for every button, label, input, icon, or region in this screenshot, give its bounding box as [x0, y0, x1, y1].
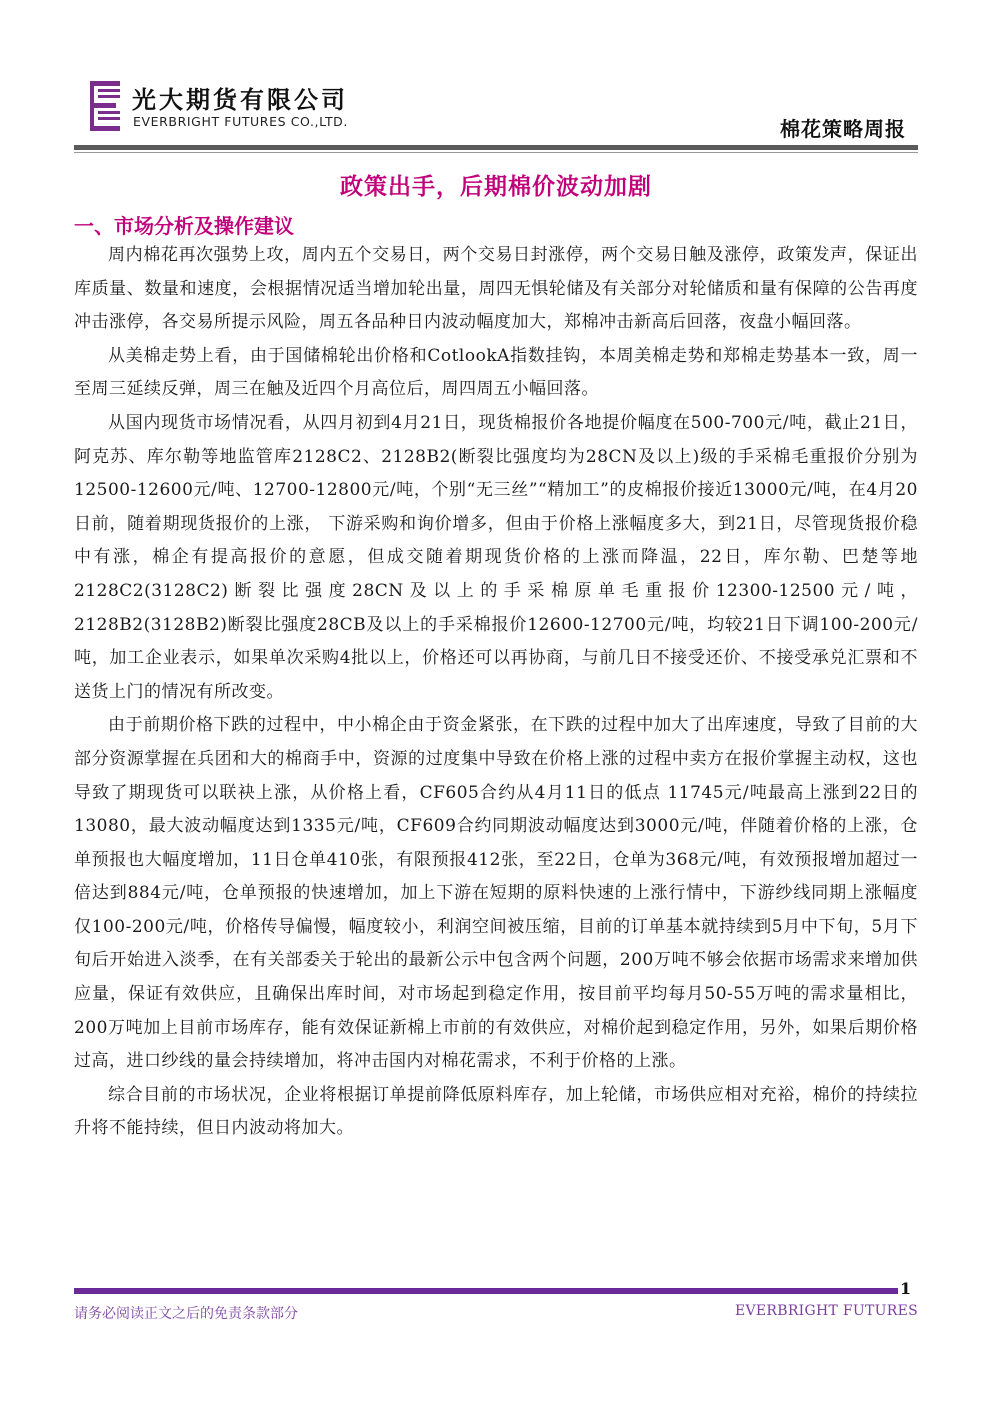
paragraph-3: 从国内现货市场情况看，从四月初到4月21日，现货棉报价各地提价幅度在500-700元/吨，截止21日，阿克苏、库尔勒等地监管库2128C2、2128B2(断裂比强度均为28CN及以上)级的手采棉毛重报价分别为12500-12600元/吨、12700-12800元/吨，个别“无三丝”“精加工”的皮棉报价接近13000元/吨，在4月20日前，随着期现货报价的上涨， 下游采购和询价增多，但由于价格上涨幅度多大，到21日，尽管现货报价稳中有涨，棉企有提高报价的意愿，但成交随着期现货价格的上涨而降温，22日，库尔勒、巴楚等地2128C2(3128C2)断裂比强度28CN及以上的手采棉原单毛重报价12300-12500元/吨，2128B2(3128B2)断裂比强度28CB及以上的手采棉报价12600-12700元/吨，均较21日下调100-200元/吨，加工企业表示，如果单次采购4批以上，价格还可以再协商，与前几日不接受还价、不接受承兑汇票和不送货上门的情况有所改变。: [74, 412, 918, 702]
paragraph-1: 周内棉花再次强势上攻，周内五个交易日，两个交易日封涨停，两个交易日触及涨停，政策发声，保证出库质量、数量和速度，会根据情况适当增加轮出量，周四无惧轮储及有关部分对轮储质和量有保障的公告再度冲击涨停，各交易所提示风险，周五各品种日内波动幅度加大，郑棉冲击新高后回落，夜盘小幅回落。: [74, 245, 918, 333]
header-divider-thin: [74, 152, 918, 153]
everbright-logo-icon: [88, 78, 124, 134]
paragraph-5: 综合目前的市场状况，企业将根据订单提前降低原料库存，加上轮储，市场供应相对充裕，棉价的持续拉升将不能持续，但日内波动将加大。: [74, 1084, 918, 1139]
page-number: 1: [900, 1279, 912, 1298]
company-name-en: EVERBRIGHT FUTURES CO.,LTD.: [133, 114, 348, 129]
report-type-title: 棉花策略周报: [780, 117, 906, 141]
company-logo: [88, 78, 388, 136]
header-divider: [74, 145, 918, 150]
body-text: [74, 239, 918, 1146]
paragraph-4: 由于前期价格下跌的过程中，中小棉企由于资金紧张，在下跌的过程中加大了出库速度，导致了目前的大部分资源掌握在兵团和大的棉商手中，资源的过度集中导致在价格上涨的过程中卖方在报价掌握主动权，这也导致了期现货可以联袂上涨，从价格上看，CF605合约从4月11日的低点 11745元/吨最高上涨到22日的13080，最大波动幅度达到1335元/吨，CF609合约同期波动幅度达到3000元/吨，伴随着价格的上涨，仓单预报也大幅度增加，11日仓单410张，有限预报412张，至22日，仓单为368元/吨，有效预报增加超过一倍达到884元/吨，仓单预报的快速增加，加上下游在短期的原料快速的上涨行情中，下游纱线同期上涨幅度仅100-200元/吨，价格传导偏慢，幅度较小，利润空间被压缩，目前的订单基本就持续到5月中下旬，5月下旬后开始进入淡季，在有关部委关于轮出的最新公示中包含两个问题，200万吨不够会依据市场需求来增加供应量，保证有效供应，且确保出库时间，对市场起到稳定作用，按目前平均每月50-55万吨的需求量相比，200万吨加上目前市场库存，能有效保证新棉上市前的有效供应，对棉价起到稳定作用，另外，如果后期价格过高，进口纱线的量会持续增加，将冲击国内对棉花需求，不利于价格的上涨。: [74, 715, 918, 1072]
document-title: 政策出手，后期棉价波动加剧: [340, 174, 652, 200]
paragraph-2: 从美棉走势上看，由于国储棉轮出价格和CotlookA指数挂钩，本周美棉走势和郑棉走势基本一致，周一至周三延续反弹，周三在触及近四个月高位后，周四周五小幅回落。: [74, 345, 918, 400]
disclaimer-note: 请务必阅读正文之后的免责条款部分: [74, 1306, 298, 1322]
section-heading: 一、市场分析及操作建议: [74, 214, 294, 238]
company-name-cn: 光大期货有限公司: [132, 86, 348, 114]
footer-brand: EVERBRIGHT FUTURES: [734, 1303, 918, 1319]
footer-divider: [74, 1288, 898, 1294]
